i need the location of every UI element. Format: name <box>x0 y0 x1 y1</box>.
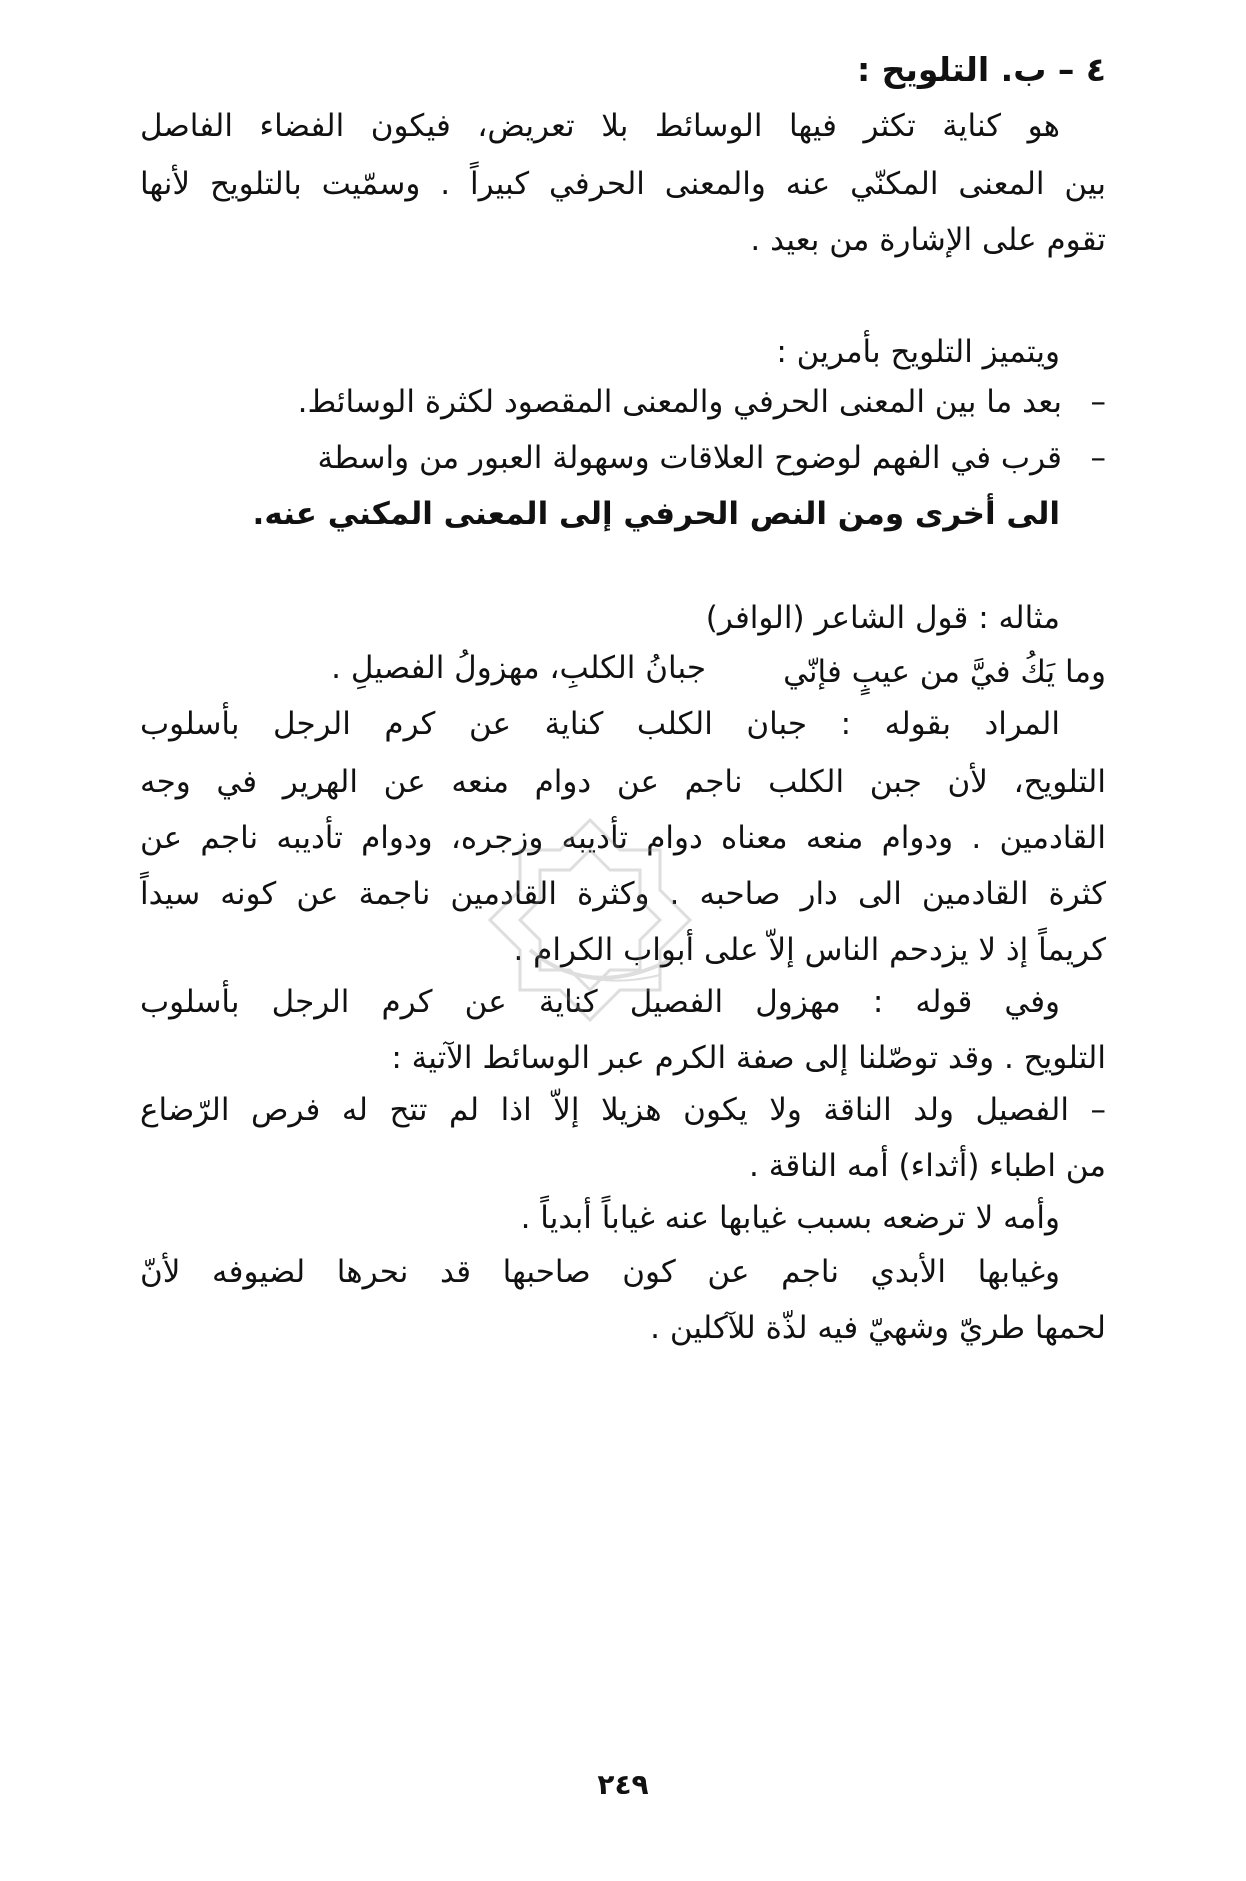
explanation-line-5: كريماً إذ لا يزدحم الناس إلاّ على أبواب الكرام . <box>513 932 1106 968</box>
feature-text-2: قرب في الفهم لوضوح العلاقات وسهولة العبور من واسطة <box>317 440 1062 476</box>
feature-continuation: الى أخرى ومن النص الحرفي إلى المعنى المكني عنه. <box>252 496 1060 532</box>
second-explanation-line-6: وغيابها الأبدي ناجم عن كون صاحبها قد نحرها لضيوفه لأنّ <box>140 1254 1060 1290</box>
explanation-line-3: القادمين . ودوام منعه معناه دوام تأديبه وزجره، ودوام تأديبه ناجم عن <box>140 820 1106 856</box>
second-explanation-line-2: التلويح . وقد توصّلنا إلى صفة الكرم عبر الوسائط الآتية : <box>391 1040 1106 1076</box>
feature-item-2 <box>140 436 1106 480</box>
feature-item-1 <box>140 380 1106 424</box>
verse-first-half: وما يَكُ فيَّ من عيبٍ فإنّي <box>783 654 1106 690</box>
explanation-line-4: كثرة القادمين الى دار صاحبه . وكثرة القادمين ناجمة عن كونه سيداً <box>140 876 1106 912</box>
second-explanation-line-7: لحمها طريّ وشهيّ فيه لذّة للآكلين . <box>650 1310 1106 1346</box>
bullet-dash: – <box>1090 384 1106 420</box>
second-explanation-line-5: وأمه لا ترضعه بسبب غيابها عنه غياباً أبدياً . <box>520 1200 1060 1236</box>
definition-line-3: تقوم على الإشارة من بعيد . <box>750 222 1106 258</box>
second-explanation-line-1: وفي قوله : مهزول الفصيل كناية عن كرم الرجل بأسلوب <box>140 984 1060 1020</box>
explanation-line-1: المراد بقوله : جبان الكلب كناية عن كرم الرجل بأسلوب <box>140 706 1060 742</box>
page-number: ٢٤٩ <box>597 1768 649 1801</box>
bullet-dash: – <box>1090 440 1106 476</box>
section-heading: ٤ – ب. التلويح : <box>856 50 1106 89</box>
verse-second-half: جبانُ الكلبِ، مهزولُ الفصيلِ . <box>331 650 706 686</box>
library-watermark-stamp <box>470 800 710 1040</box>
definition-line-1: هو كناية تكثر فيها الوسائط بلا تعريض، فيكون الفضاء الفاصل <box>140 108 1060 144</box>
feature-text-1: بعد ما بين المعنى الحرفي والمعنى المقصود لكثرة الوسائط. <box>297 384 1062 420</box>
example-intro: مثاله : قول الشاعر (الوافر) <box>705 600 1060 636</box>
second-explanation-line-4: من اطباء (أثداء) أمه الناقة . <box>748 1148 1106 1184</box>
explanation-line-2: التلويح، لأن جبن الكلب ناجم عن دوام منعه عن الهرير في وجه <box>140 764 1106 800</box>
features-intro: ويتميز التلويح بأمرين : <box>776 334 1060 370</box>
definition-line-2: بين المعنى المكنّي عنه والمعنى الحرفي كبيراً . وسمّيت بالتلويح لأنها <box>140 166 1106 202</box>
second-explanation-line-3: – الفصيل ولد الناقة ولا يكون هزيلا إلاّ اذا لم تتح له فرص الرّضاع <box>140 1092 1106 1128</box>
